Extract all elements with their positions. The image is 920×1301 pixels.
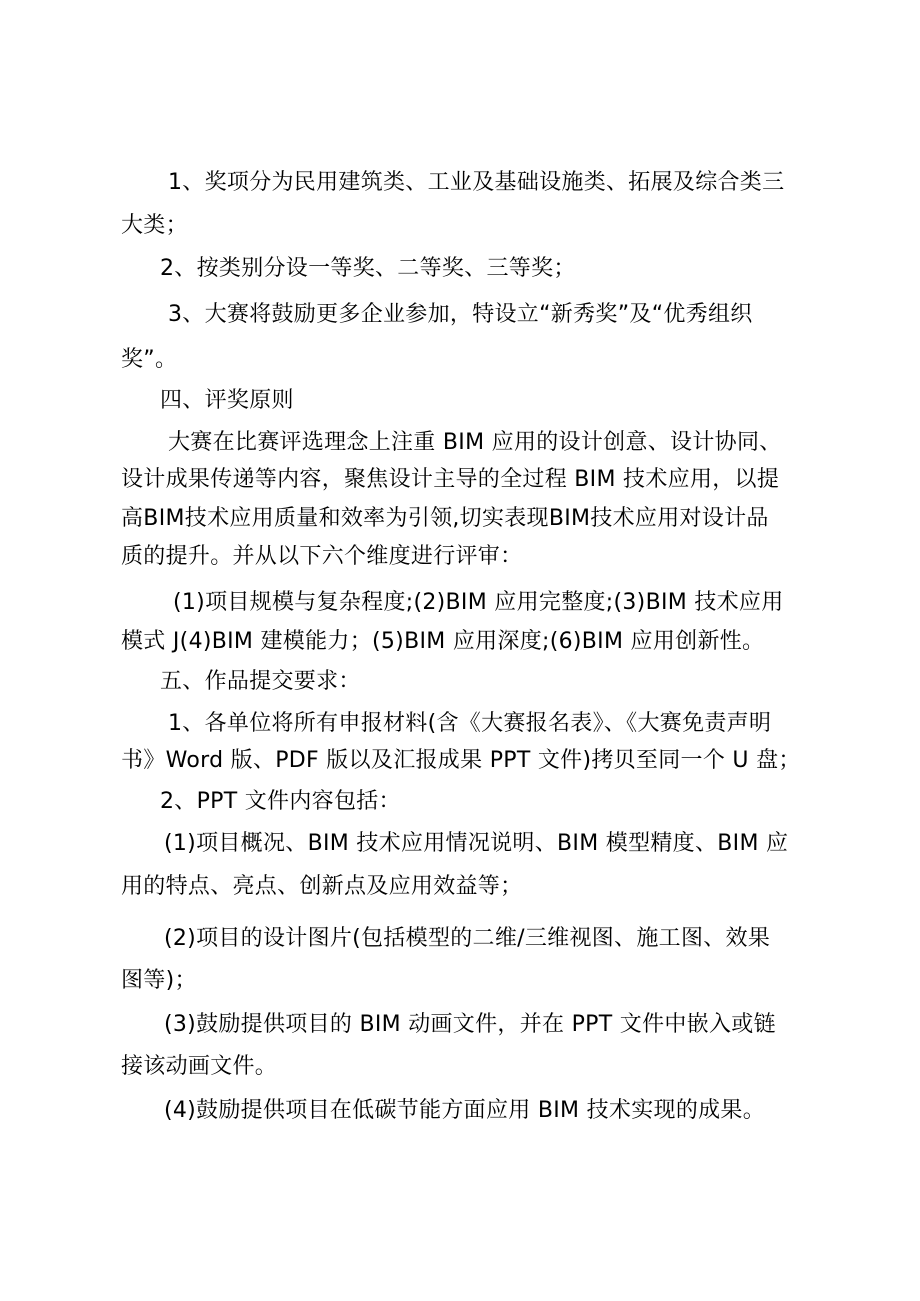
award-item-1-line-1: 1、奖项分为民用建筑类、工业及基础设施类、拓展及综合类三	[168, 170, 785, 195]
submission-item-1-line-2: 书》Word 版、PDF 版以及汇报成果 PPT 文件)拷贝至同一个 U 盘；	[121, 748, 801, 773]
principle-paragraph-line-3: 高BIM技术应用质量和效率为引领,切实表现BIM技术应用对设计品	[121, 506, 769, 531]
ppt-content-1-line-2: 用的特点、亮点、创新点及应用效益等；	[121, 874, 523, 899]
award-item-3-line-1: 3、大赛将鼓励更多企业参加，特设立“新秀奖”及“优秀组织	[168, 302, 753, 327]
submission-item-2: 2、PPT 文件内容包括：	[160, 789, 401, 814]
dimensions-line-1: (1)项目规模与复杂程度;(2)BIM 应用完整度;(3)BIM 技术应用	[173, 590, 784, 615]
dimensions-line-2: 模式 J(4)BIM 建模能力；(5)BIM 应用深度;(6)BIM 应用创新性。	[121, 629, 765, 654]
ppt-content-3-line-2: 接该动画文件。	[121, 1054, 278, 1079]
section-heading-4: 四、评奖原则	[160, 388, 294, 413]
section-heading-5: 五、作品提交要求：	[160, 669, 361, 694]
principle-paragraph-line-4: 质的提升。并从以下六个维度进行评审：	[121, 544, 523, 569]
principle-paragraph-line-2: 设计成果传递等内容，聚焦设计主导的全过程 BIM 技术应用，以提	[121, 467, 780, 492]
ppt-content-3-line-1: (3)鼓励提供项目的 BIM 动画文件，并在 PPT 文件中嵌入或链	[164, 1012, 776, 1037]
submission-item-1-line-1: 1、各单位将所有申报材料(含《大赛报名表》、《大赛免责声明	[168, 711, 772, 736]
award-item-3-line-2: 奖”。	[121, 347, 178, 372]
principle-paragraph-line-1: 大赛在比赛评选理念上注重 BIM 应用的设计创意、设计协同、	[168, 430, 782, 455]
award-item-2: 2、按类别分设一等奖、二等奖、三等奖；	[160, 256, 576, 281]
ppt-content-4: (4)鼓励提供项目在低碳节能方面应用 BIM 技术实现的成果。	[164, 1098, 766, 1123]
ppt-content-1-line-1: (1)项目概况、BIM 技术应用情况说明、BIM 模型精度、BIM 应	[164, 831, 789, 856]
ppt-content-2-line-1: (2)项目的设计图片(包括模型的二维/三维视图、施工图、效果	[164, 926, 771, 951]
ppt-content-2-line-2: 图等)；	[121, 968, 197, 993]
award-item-1-line-2: 大类；	[121, 213, 188, 238]
